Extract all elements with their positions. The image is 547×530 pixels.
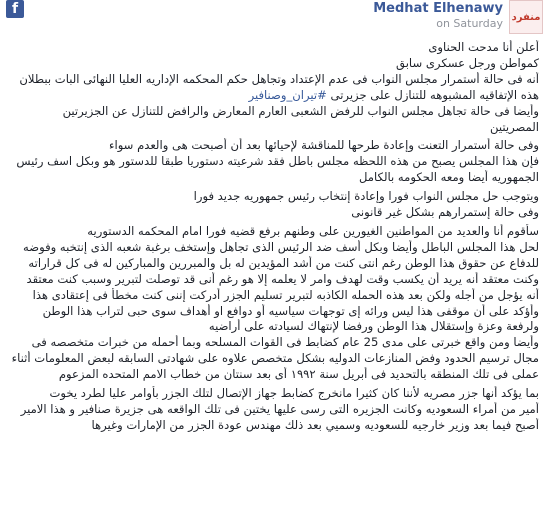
post-line: عملى فى تلك المنطقه بالتحديد فى أبريل سنة ١٩٩٢ أى بعد سنتان من خطاب الامم المتحده المزعوم <box>58 367 539 382</box>
post-line: وأيضا فى حالة تجاهل مجلس النواب للرفض الشعبى العارم المعارض والرافض للتنازل عن الجزيرتين <box>62 103 539 118</box>
post-line: كمواطن ورجل عسكرى سابق <box>396 55 539 70</box>
post-line: وفى حالة إستمرارهم بشكل غير قانونى <box>351 205 539 220</box>
post-line: فإن هذا المجلس يصبح من هذه اللحظه مجلس باطل فقد شرعيته دستوريا طبقا للدستور هو وبكل اسف رئيس <box>16 154 539 169</box>
post-line: بما يؤكد أنها جزر مصريه لأننا كان كثيرا مانخرج كضابط جهاز الإتصال لتلك الجزر بأوامر عليا لطرد يخوت <box>49 386 539 401</box>
post-line: أمير من أمراء السعوديه وكانت الجزيره التى رسى عليها يختين فى تلك الواقعه هى جزيرة صنافير و هذا الامير <box>20 401 539 416</box>
post-line: لحل هذا المجلس الباطل وأيضا وبكل أسف ضد الرئيس الذى تجاهل وإستخف برغبة شعبه الذى إنتخبه وفوضه <box>23 239 539 254</box>
post-line-with-hashtag <box>6 88 539 104</box>
post-line: وأيضا ومن واقع خبرتى على مدى 25 عام كضابط فى القوات المسلحه وبما أحمله من خبرات متخصصه فى <box>31 335 539 350</box>
post-line: سأقوم أنا والعديد من المواطنين الغيورين على وطنهم برفع قضيه فورا امام المحكمه الدستوريه <box>87 223 539 238</box>
post-line: وأؤكد على أن موقفى هذا ليس ورائه إى توجهات سياسيه أو دوافع او أهداف سوى حبى لتراب هذا الوطن <box>42 303 539 318</box>
post-header <box>0 0 547 36</box>
post-line: أصبح فيما بعد وزير خارجيه للسعوديه وسميي بعد ذلك مهندس عودة الجزر من الإمارات وغيرها <box>91 417 539 432</box>
post-line: وكنت معتقد أنه يريد أن يكسب وقت لهدف وامر لا يعلمه إلا هو رغم أنى قد توصلت لتبرير وسبب كنت معتقد <box>26 271 539 286</box>
post-line: أنه يؤجل من أجله ولكن بعد هذه الحمله الكاذبه لتبرير تسليم الجزر أدركت إننى كنت مخطأ فى إعتقادى هذا <box>32 287 539 302</box>
post-line-text: هذه الإتفاقيه المشبوهه للتنازل على جزيرتى <box>330 87 539 102</box>
post-line: وفى حالة أستمرار التعنت وإعادة طرحها للمناقشة لإحيائها بعد أن أصبحت هى والعدم سواء <box>109 138 539 153</box>
post-line: ولرفعة وعزة وإستقلال هذا الوطن ورفضا لإنتهاك لسيادته على أراضيه <box>208 319 539 334</box>
avatar[interactable]: منفرد <box>509 0 543 34</box>
post-line: أعلن أنا مدحت الحناوى <box>428 40 539 54</box>
post-line: ويتوجب حل مجلس النواب فورا وإعادة إنتخاب رئيس جمهوريه جديد فورا <box>193 189 539 204</box>
post-line: للدفاع عن حقوق هذا الوطن رغم انتى كنت من أشد المؤيدين له بل والمبررين والمباركين له فى كل قراراته <box>28 255 539 270</box>
post-timestamp[interactable]: on Saturday <box>436 17 503 30</box>
facebook-logo-icon[interactable]: f <box>6 0 24 18</box>
post-line: الجمهوريه أيضا ومعه الحكومه بالكامل <box>359 170 539 185</box>
post-line: مجال ترسيم الحدود وفض المنازعات الدوليه بشكل متخصص علاوه على شهادتى السابقه لبعض المعلومات أثناء <box>11 351 539 366</box>
post-line: المصريتين <box>490 119 539 134</box>
author-name[interactable]: Medhat Elhenawy <box>373 1 503 16</box>
post-line: أنه فى حالة أستمرار مجلس النواب فى عدم الإعتداد وتجاهل حكم المحكمه الإداريه العليا النهائى البات ببطلان <box>19 71 539 86</box>
hashtag-link[interactable]: #تيران_وصنافير <box>248 87 327 102</box>
post-body <box>6 40 539 434</box>
